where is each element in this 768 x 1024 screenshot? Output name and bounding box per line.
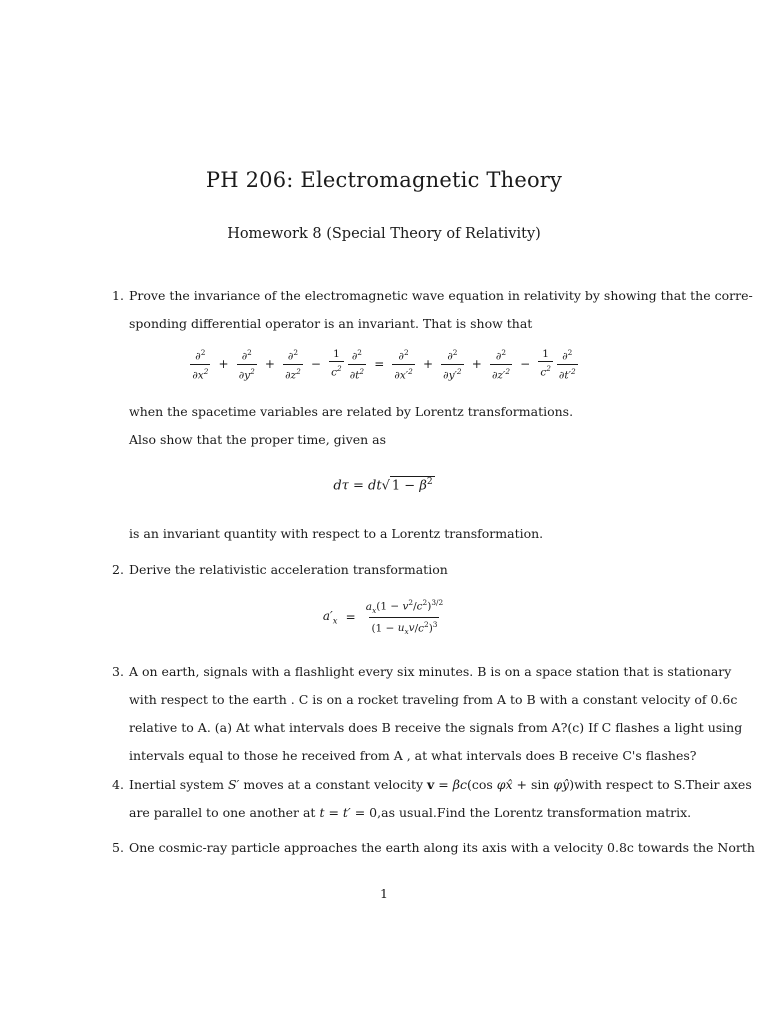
problem-4: 4. Inertial system S′ moves at a constant velocity v = βc(cos φx̂ + sin φŷ)with respect to S.Their axes are parallel to one another at t = t′ = 0,as usual.Find the Lorentz transformation matrix. — [112, 771, 672, 827]
problem-text-line: sponding differential operator is an invariant. That is show that — [129, 316, 533, 331]
problem-number: 2. — [112, 562, 124, 577]
problem-text-line: with respect to the earth . C is on a rocket traveling from A to B with a constant velocity of 0.6c — [129, 692, 738, 707]
problem-text-line: intervals equal to those he received from A , at what intervals does B receive C's flashes? — [129, 748, 697, 763]
problem-text-line: is an invariant quantity with respect to a Lorentz transformation. — [129, 526, 544, 541]
problem-text-line: A on earth, signals with a flashlight every six minutes. B is on a space station that is stationary — [129, 664, 732, 679]
problem-text: Inertial system — [129, 777, 224, 792]
problem-text-line: Prove the invariance of the electromagnetic wave equation in relativity by showing that the corre- — [129, 288, 753, 303]
problem-text-line: relative to A. (a) At what intervals does B receive the signals from A?(c) If C flashes a light using — [129, 720, 743, 735]
problem-2 — [112, 556, 672, 584]
problem-text: with respect to S.Their axes — [574, 777, 752, 792]
page-number: 1 — [380, 886, 388, 901]
problem-text: ,as usual.Find the Lorentz transformation matrix. — [377, 805, 692, 820]
problem-text: moves at a constant velocity — [243, 777, 424, 792]
problem-text-line: Derive the relativistic acceleration transformation — [129, 562, 448, 577]
problem-number: 5. — [112, 840, 124, 855]
math-symbol: t — [319, 805, 325, 820]
problem-5 — [112, 834, 755, 862]
problem-number: 3. — [112, 664, 124, 679]
problem-number: 1. — [112, 288, 124, 303]
page-title: PH 206: Electromagnetic Theory — [205, 168, 563, 192]
problem-text-line: One cosmic-ray particle approaches the earth along its axis with a velocity 0.8c towards the North — [129, 840, 755, 855]
problem-1 — [112, 282, 753, 338]
problem-text-line: when the spacetime variables are related by Lorentz transformations. — [129, 404, 574, 419]
math-symbol: S′ — [227, 777, 240, 792]
wave-operator-equation: $\frac{\partial^2}{\partial x^2}$ + $\frac{\partial^2}{\partial y^2}$ + $\frac{\partial^2}{\partial z^2}$ − $\frac{1}{c^2}$ $\frac{\partial^2}{\partial t^2}$ = $\frac{\partial^2}{\partial x'^2}$ + $\frac{\partial^2}{\partial y'^2}$ + $\frac{\partial^2}{\partial z'^2}$ − $\frac{1}{c^2}$ $\frac{\partial^2}{\partial t'^2}$ — [192, 348, 576, 381]
page-subtitle: Homework 8 (Special Theory of Relativity) — [227, 226, 541, 242]
problem-text-line: Also show that the proper time, given as — [129, 432, 386, 447]
proper-time-equation: dτ = dt√ $1 - \beta^2$ — [333, 477, 433, 494]
problem-1-continued — [112, 398, 672, 454]
problem-3 — [112, 658, 743, 770]
problem-text: are parallel to one another at — [129, 805, 316, 820]
problem-1-end — [112, 520, 672, 548]
acceleration-transformation-equation: $a'_x$ = $\frac{a_x(1 - v^2/c^2)^{3/2}}{(1 - u_xv/c^2)^3}$ — [322, 598, 444, 637]
math-symbol: v — [427, 777, 435, 792]
problem-number: 4. — [112, 777, 124, 792]
